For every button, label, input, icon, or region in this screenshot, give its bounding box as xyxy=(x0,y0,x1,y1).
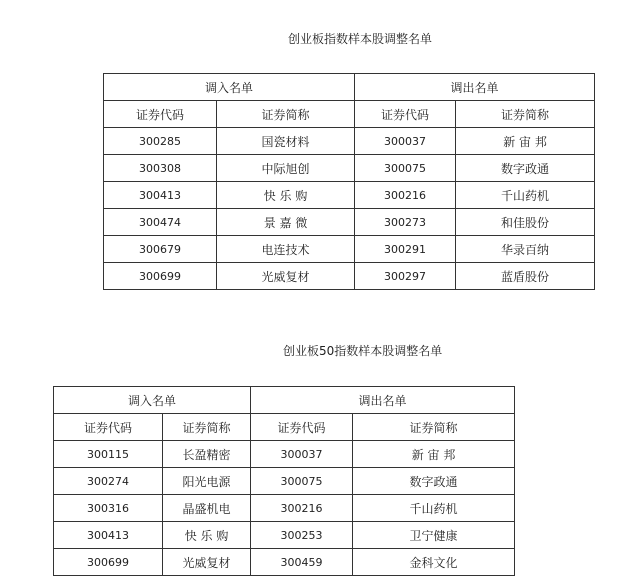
in-code-cell: 300413 xyxy=(54,522,163,549)
table-1-title: 创业板指数样本股调整名单 xyxy=(288,32,433,46)
table-row xyxy=(104,182,595,209)
chinext-index-adjustment-table xyxy=(103,73,595,290)
table-row xyxy=(104,155,595,182)
in-code-cell: 300115 xyxy=(54,441,163,468)
in-name-cell: 光威复材 xyxy=(217,263,355,290)
out-name-cell: 和佳股份 xyxy=(456,209,595,236)
out-list-header: 调出名单 xyxy=(355,74,595,101)
in-code-cell: 300274 xyxy=(54,468,163,495)
out-code-cell: 300216 xyxy=(251,495,353,522)
in-name-cell: 长盈精密 xyxy=(163,441,251,468)
out-code-cell: 300075 xyxy=(355,155,456,182)
out-name-cell: 数字政通 xyxy=(456,155,595,182)
out-name-cell: 卫宁健康 xyxy=(353,522,515,549)
out-code-cell: 300459 xyxy=(251,549,353,576)
in-name-column-header: 证券简称 xyxy=(217,101,355,128)
in-code-cell: 300699 xyxy=(104,263,217,290)
chinext-50-adjustment-table xyxy=(53,386,515,576)
in-name-cell: 国瓷材料 xyxy=(217,128,355,155)
table-row xyxy=(54,549,515,576)
in-code-cell: 300679 xyxy=(104,236,217,263)
group-header-row xyxy=(104,74,595,101)
table-row xyxy=(54,522,515,549)
out-name-cell: 蓝盾股份 xyxy=(456,263,595,290)
column-header-row xyxy=(104,101,595,128)
in-code-cell: 300308 xyxy=(104,155,217,182)
out-name-cell: 新 宙 邦 xyxy=(353,441,515,468)
table-row xyxy=(54,495,515,522)
in-code-column-header: 证券代码 xyxy=(54,414,163,441)
table-row xyxy=(104,128,595,155)
group-header-row xyxy=(54,387,515,414)
out-code-cell: 300297 xyxy=(355,263,456,290)
table-row xyxy=(104,209,595,236)
out-code-cell: 300216 xyxy=(355,182,456,209)
in-name-cell: 阳光电源 xyxy=(163,468,251,495)
in-name-column-header: 证券简称 xyxy=(163,414,251,441)
in-code-cell: 300316 xyxy=(54,495,163,522)
in-name-cell: 快 乐 购 xyxy=(217,182,355,209)
table-2-title: 创业板50指数样本股调整名单 xyxy=(283,344,443,358)
in-list-header: 调入名单 xyxy=(104,74,355,101)
in-code-cell: 300699 xyxy=(54,549,163,576)
column-header-row xyxy=(54,414,515,441)
out-code-column-header: 证券代码 xyxy=(355,101,456,128)
out-code-cell: 300075 xyxy=(251,468,353,495)
out-code-column-header: 证券代码 xyxy=(251,414,353,441)
out-list-header: 调出名单 xyxy=(251,387,515,414)
table-row xyxy=(104,263,595,290)
in-name-cell: 电连技术 xyxy=(217,236,355,263)
out-name-cell: 千山药机 xyxy=(456,182,595,209)
table-row xyxy=(104,236,595,263)
in-name-cell: 晶盛机电 xyxy=(163,495,251,522)
out-code-cell: 300037 xyxy=(251,441,353,468)
out-name-column-header: 证券简称 xyxy=(353,414,515,441)
out-name-cell: 新 宙 邦 xyxy=(456,128,595,155)
out-code-cell: 300253 xyxy=(251,522,353,549)
out-name-cell: 千山药机 xyxy=(353,495,515,522)
in-code-cell: 300285 xyxy=(104,128,217,155)
in-code-column-header: 证券代码 xyxy=(104,101,217,128)
in-name-cell: 中际旭创 xyxy=(217,155,355,182)
in-code-cell: 300474 xyxy=(104,209,217,236)
in-code-cell: 300413 xyxy=(104,182,217,209)
out-name-cell: 华录百纳 xyxy=(456,236,595,263)
in-name-cell: 快 乐 购 xyxy=(163,522,251,549)
table-row xyxy=(54,468,515,495)
out-code-cell: 300273 xyxy=(355,209,456,236)
out-code-cell: 300037 xyxy=(355,128,456,155)
out-name-cell: 数字政通 xyxy=(353,468,515,495)
out-name-cell: 金科文化 xyxy=(353,549,515,576)
table-row xyxy=(54,441,515,468)
in-name-cell: 景 嘉 微 xyxy=(217,209,355,236)
in-name-cell: 光威复材 xyxy=(163,549,251,576)
in-list-header: 调入名单 xyxy=(54,387,251,414)
out-name-column-header: 证券简称 xyxy=(456,101,595,128)
out-code-cell: 300291 xyxy=(355,236,456,263)
